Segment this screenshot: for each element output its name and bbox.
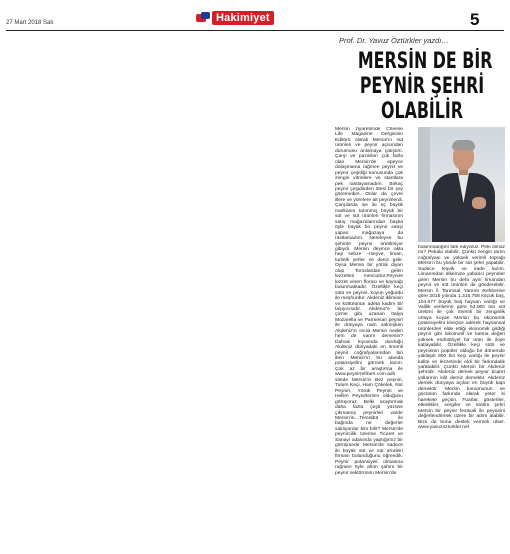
logo-mark-icon bbox=[196, 12, 210, 24]
author-photo bbox=[418, 127, 505, 242]
byline: Prof. Dr. Yavuz Öztürkler yazdı… bbox=[339, 36, 449, 45]
page-header bbox=[0, 0, 510, 28]
issue-date: 27 Mart 2018 Salı bbox=[6, 20, 54, 26]
logo-text: Hakimiyet bbox=[212, 11, 274, 25]
newspaper-logo bbox=[196, 11, 274, 25]
headline-line-3: OLABİLİR bbox=[381, 99, 463, 124]
article-column-right bbox=[418, 245, 505, 552]
column-left-text: Mersin ziyaretimde Cheese Life Magazine Dergisinin Editörü olarak Mersin'in süt ürünleri ve peynir açısından durumunu anlamaya çalıştım. Çarşı ve pazarları çok fazla olan Mersin'de epeyce dolaşmama rağmen peynir ve peynir çeşitliği konusunda çok zengin vitrinlere ve stantlara pek rastlayamadım. Birkaç peynir çeşidinden ötesi bir şey göremedim. Onlar da çevre illere ve yörelere ait peynirlerdi. Çarşılarda ise iki üç büyük markanın tanınmış büyük bir süt ve süt ürünleri firmasının satış mağazalarından başka öyle büyük bir peynir satışı yapan mağazaya da rastlamadım. Nereleyse bu şehirde peynir üretilmiyor gibiydi. Mersin deyince akla hep sebze –meyve, liman, turistik yerler ve deniz gelir. Oysa Mersin bir yörük diyarı olup Toroslardan gelen lezzetleri mevcuttur.Peynire lezzet veren florası ve kaynağı bulunmaktadır. Özellikle keçi sütü ve peyniri, koyun yoğurdu ile meşhurdur. Akdeniz ikliminin ve kültürünün adeta kadim bir taşıyıcısıdır. Akdeniz'e bir çizme gibi uzanan İtalya Mozarella ve Parmesan peyniri ile dünyaya nam salmışken Akdeniz'in incisi Mersin neden hem de varım demesin? Dahası kıyısında durduğu Akdeniz dünyadaki en önemli peynir coğrafyalarından biri iken Mersin'in bu alanda potansiyelini görmek lazım. Çok az bir araştırma ile www.peynirrehberi.com.adlı sitede Mersin'in Bez peyniri, Tulum Keçi, Ham Çökelek, Nor Peyniri, Yörük Peyniri ve Hellim Peynirlerinin olduğunu görüyoruz. Belki araştırmak daha fazla çeşit yüzüne çıkmamış peynirleri vardır Mersin'in…Tereddüt ile bağında ne değerler saklıyordur kim bilir? Mersin'de peynircilik üzerine Ticaret ve Sanayi odasında yaptığımız bir görüşmede Mersin'de sadece iki büyük süt ve süt ürünleri firması bulunduğunu öğrendik. Peynir potansiyeli olmasına rağmen öyle ahım şahım bir peynir sektörünün Mersin'de bbox=[335, 127, 403, 476]
header-divider bbox=[6, 30, 504, 31]
article-header bbox=[333, 36, 510, 124]
headline-line-2: PEYNİR ŞEHRİ bbox=[359, 74, 485, 99]
article-column-left bbox=[335, 127, 403, 552]
headline bbox=[357, 49, 493, 124]
column-right-text: bulunmadığını fark ediyoruz. Peki olmaz mı? Pekala olabilir. Çünkü zengin tarım coğrafyası ve yüksek verimli toprağı Mersin'i bu yönde bir süt şehri yapabilir. Sadece teşvik ve irade lazım. Limanından ülkemize yabancı peynirler giren Mersin bu defa aynı limandan peynir ve süt ürünleri de gönderebilir. Mersin İl Tarımsal Yatırım Rehberine göre 2015 yılında 1.315.758 küçük baş, 104.677 büyük baş hayvan varlığı ve Valilik verilerine göre 54.000 ton süt üretimi ile çok önemli bir zenginlik ortaya koyan Mersin bu ekonomik potansiyelini kireçlse aderek hayvansal ürünlerden elde ettiği ekonomik girdiği peynir gibi lokomotif ve katma değeri yüksek endüstriyel bir ürün ile ikiye katlayabilir. Özellikle keçi sütü ve peynirinin popüler olduğu bir dönemde yaklaşık 800 bin keçi varlığı ile peynir kalite ve lezzetinde eldi bir farkındalık yaratabilir. Çünkü Mersin bir Akdeniz şehridir. Akdeniz demek peynir ticaret yollarının kilit demiz demektir. Akdeniz demek dünyaya açılan en büyük kapı demektir. Mersin konumunun ve gücünün farkında olarak yeter ki harekete geçsin. Fuarlar, gösteriler, etkinlikler, sergiler ve üretim şehri Mersin bir peynir festivali ile peynirini değerlendirmek üzere bir adım atabilir. Bizs de buna destek vermek ülser. www.yavuzozturkler.net bbox=[418, 245, 505, 430]
headline-line-1: MERSİN DE BİR bbox=[357, 49, 493, 74]
page-number: 5 bbox=[470, 10, 480, 29]
